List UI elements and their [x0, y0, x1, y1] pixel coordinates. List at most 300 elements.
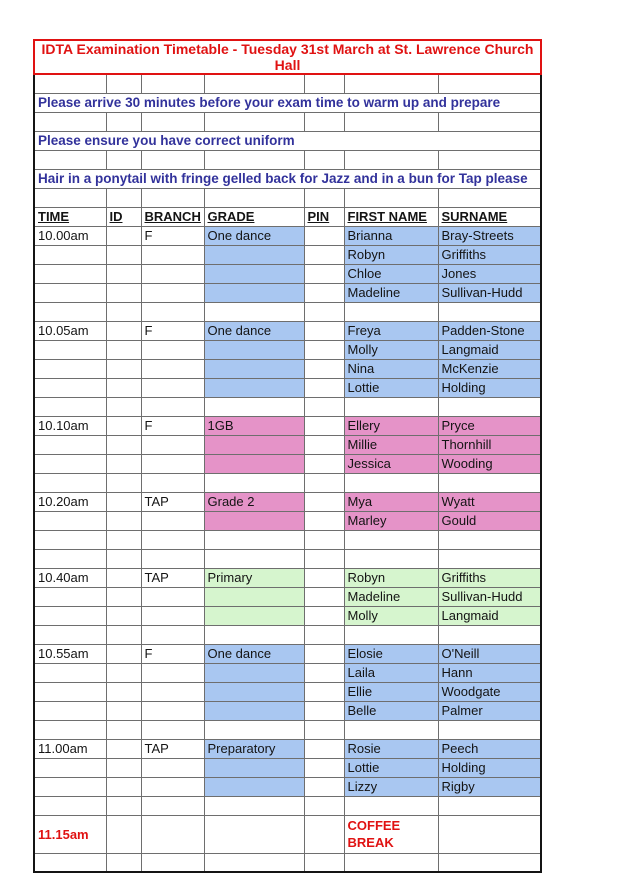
table-row	[34, 701, 541, 720]
id-cell	[106, 454, 141, 473]
empty-cell	[438, 473, 541, 492]
pin-cell	[304, 492, 344, 511]
empty-cell	[141, 796, 204, 815]
table-row	[34, 587, 541, 606]
empty-cell	[141, 150, 204, 169]
empty-cell	[304, 720, 344, 739]
branch-cell: F	[141, 644, 204, 663]
empty-cell	[438, 397, 541, 416]
empty-cell	[344, 397, 438, 416]
notice-text: Please arrive 30 minutes before your exam time to warm up and prepare	[34, 93, 541, 112]
surname-cell: Pryce	[438, 416, 541, 435]
surname-cell: Wyatt	[438, 492, 541, 511]
empty-cell	[34, 796, 106, 815]
empty-cell	[34, 74, 106, 93]
table-row	[34, 606, 541, 625]
table-row	[34, 777, 541, 796]
empty-cell	[344, 549, 438, 568]
table-row	[34, 340, 541, 359]
id-cell	[106, 245, 141, 264]
table-row	[34, 815, 541, 853]
empty-cell	[34, 112, 106, 131]
spacer-row	[34, 473, 541, 492]
empty-cell	[141, 264, 204, 283]
empty-cell	[438, 796, 541, 815]
first-name-cell: Madeline	[344, 587, 438, 606]
empty-cell	[438, 720, 541, 739]
spacer-row	[34, 853, 541, 872]
empty-cell	[141, 188, 204, 207]
spreadsheet	[33, 39, 542, 873]
pin-cell	[304, 245, 344, 264]
first-name-cell: Nina	[344, 359, 438, 378]
id-cell	[106, 606, 141, 625]
empty-cell	[141, 701, 204, 720]
surname-cell: Woodgate	[438, 682, 541, 701]
pin-cell	[304, 758, 344, 777]
table-row	[34, 93, 541, 112]
empty-cell	[344, 530, 438, 549]
empty-cell	[106, 530, 141, 549]
id-cell	[106, 587, 141, 606]
empty-cell	[344, 720, 438, 739]
time-cell: 10.20am	[34, 492, 106, 511]
table-row	[34, 378, 541, 397]
empty-cell	[344, 853, 438, 872]
empty-cell	[34, 150, 106, 169]
grade-cell	[204, 682, 304, 701]
pin-cell	[304, 378, 344, 397]
spacer-row	[34, 720, 541, 739]
time-cell: 10.40am	[34, 568, 106, 587]
empty-cell	[106, 625, 141, 644]
spacer-row	[34, 549, 541, 568]
grade-cell: Grade 2	[204, 492, 304, 511]
grade-cell	[204, 359, 304, 378]
empty-cell	[344, 302, 438, 321]
empty-cell	[141, 682, 204, 701]
first-name-cell: Marley	[344, 511, 438, 530]
id-cell	[106, 226, 141, 245]
pin-cell	[304, 340, 344, 359]
spacer-row	[34, 302, 541, 321]
pin-cell	[304, 644, 344, 663]
first-name-cell: Molly	[344, 340, 438, 359]
empty-cell	[204, 150, 304, 169]
grade-cell	[204, 340, 304, 359]
first-name-cell: Robyn	[344, 245, 438, 264]
grade-cell	[204, 378, 304, 397]
grade-cell	[204, 511, 304, 530]
break-time-cell: 11.15am	[34, 815, 106, 853]
branch-cell	[141, 815, 204, 853]
table-row	[34, 416, 541, 435]
branch-cell: TAP	[141, 739, 204, 758]
empty-cell	[141, 549, 204, 568]
table-row	[34, 283, 541, 302]
table-row	[34, 682, 541, 701]
surname-cell: Thornhill	[438, 435, 541, 454]
grade-cell: 1GB	[204, 416, 304, 435]
grade-cell	[204, 283, 304, 302]
branch-cell: F	[141, 226, 204, 245]
pin-cell	[304, 454, 344, 473]
empty-cell	[141, 112, 204, 131]
id-cell	[106, 739, 141, 758]
branch-cell: TAP	[141, 492, 204, 511]
empty-cell	[204, 302, 304, 321]
empty-cell	[438, 302, 541, 321]
surname-cell: Langmaid	[438, 606, 541, 625]
empty-cell	[344, 150, 438, 169]
empty-cell	[204, 74, 304, 93]
empty-cell	[141, 378, 204, 397]
grade-cell: Preparatory	[204, 739, 304, 758]
spacer-row	[34, 397, 541, 416]
empty-cell	[304, 530, 344, 549]
timetable-sheet	[33, 39, 542, 873]
empty-cell	[204, 188, 304, 207]
empty-cell	[34, 701, 106, 720]
pin-cell	[304, 701, 344, 720]
header-cell: TIME	[34, 207, 106, 226]
empty-cell	[141, 302, 204, 321]
pin-cell	[304, 682, 344, 701]
empty-cell	[34, 435, 106, 454]
surname-cell: Langmaid	[438, 340, 541, 359]
empty-cell	[106, 549, 141, 568]
empty-cell	[438, 530, 541, 549]
time-cell: 11.00am	[34, 739, 106, 758]
empty-cell	[106, 796, 141, 815]
branch-cell: F	[141, 416, 204, 435]
empty-cell	[141, 625, 204, 644]
time-cell: 10.00am	[34, 226, 106, 245]
notice-text: Hair in a ponytail with fringe gelled back for Jazz and in a bun for Tap please	[34, 169, 541, 188]
break-label-cell: COFFEE BREAK	[344, 815, 438, 853]
empty-cell	[141, 435, 204, 454]
table-row	[34, 207, 541, 226]
table-row	[34, 40, 541, 74]
empty-cell	[304, 112, 344, 131]
surname-cell: Bray-Streets	[438, 226, 541, 245]
first-name-cell: Robyn	[344, 568, 438, 587]
table-row	[34, 663, 541, 682]
pin-cell	[304, 359, 344, 378]
id-cell	[106, 663, 141, 682]
first-name-cell: Belle	[344, 701, 438, 720]
empty-cell	[106, 397, 141, 416]
empty-cell	[304, 625, 344, 644]
empty-cell	[438, 150, 541, 169]
grade-cell	[204, 454, 304, 473]
table-row	[34, 739, 541, 758]
empty-cell	[344, 74, 438, 93]
table-row	[34, 226, 541, 245]
grade-cell	[204, 264, 304, 283]
empty-cell	[141, 606, 204, 625]
id-cell	[106, 264, 141, 283]
table-row	[34, 131, 541, 150]
header-cell: BRANCH	[141, 207, 204, 226]
empty-cell	[344, 625, 438, 644]
empty-cell	[304, 549, 344, 568]
empty-cell	[141, 777, 204, 796]
first-name-cell: Lizzy	[344, 777, 438, 796]
empty-cell	[34, 473, 106, 492]
empty-cell	[141, 283, 204, 302]
id-cell	[106, 416, 141, 435]
empty-cell	[141, 530, 204, 549]
header-cell: SURNAME	[438, 207, 541, 226]
first-name-cell: Lottie	[344, 758, 438, 777]
time-cell: 10.55am	[34, 644, 106, 663]
table-row	[34, 435, 541, 454]
empty-cell	[34, 359, 106, 378]
empty-cell	[34, 682, 106, 701]
surname-cell: Padden-Stone	[438, 321, 541, 340]
empty-cell	[438, 74, 541, 93]
sheet-title: IDTA Examination Timetable - Tuesday 31st March at St. Lawrence Church Hall	[34, 40, 541, 74]
table-row	[34, 245, 541, 264]
pin-cell	[304, 283, 344, 302]
table-row	[34, 492, 541, 511]
surname-cell: Gould	[438, 511, 541, 530]
empty-cell	[34, 663, 106, 682]
id-cell	[106, 701, 141, 720]
grade-cell	[204, 245, 304, 264]
first-name-cell: Freya	[344, 321, 438, 340]
pin-cell	[304, 739, 344, 758]
id-cell	[106, 492, 141, 511]
id-cell	[106, 644, 141, 663]
pin-cell	[304, 606, 344, 625]
first-name-cell: Madeline	[344, 283, 438, 302]
id-cell	[106, 815, 141, 853]
surname-cell: McKenzie	[438, 359, 541, 378]
empty-cell	[141, 473, 204, 492]
empty-cell	[34, 758, 106, 777]
empty-cell	[438, 188, 541, 207]
header-cell: GRADE	[204, 207, 304, 226]
first-name-cell: Lottie	[344, 378, 438, 397]
empty-cell	[304, 796, 344, 815]
grade-cell	[204, 435, 304, 454]
empty-cell	[34, 264, 106, 283]
pin-cell	[304, 663, 344, 682]
surname-cell	[438, 815, 541, 853]
empty-cell	[141, 340, 204, 359]
empty-cell	[106, 150, 141, 169]
table-row	[34, 264, 541, 283]
notice-text: Please ensure you have correct uniform	[34, 131, 541, 150]
empty-cell	[34, 549, 106, 568]
grade-cell: One dance	[204, 321, 304, 340]
empty-cell	[204, 549, 304, 568]
empty-cell	[106, 853, 141, 872]
first-name-cell: Millie	[344, 435, 438, 454]
surname-cell: Palmer	[438, 701, 541, 720]
empty-cell	[106, 74, 141, 93]
pin-cell	[304, 815, 344, 853]
spacer-row	[34, 112, 541, 131]
branch-cell: TAP	[141, 568, 204, 587]
empty-cell	[304, 853, 344, 872]
surname-cell: O'Neill	[438, 644, 541, 663]
time-cell: 10.05am	[34, 321, 106, 340]
empty-cell	[304, 74, 344, 93]
spacer-row	[34, 530, 541, 549]
empty-cell	[304, 397, 344, 416]
empty-cell	[141, 454, 204, 473]
surname-cell: Holding	[438, 758, 541, 777]
grade-cell	[204, 758, 304, 777]
empty-cell	[34, 777, 106, 796]
first-name-cell: Brianna	[344, 226, 438, 245]
empty-cell	[204, 625, 304, 644]
empty-cell	[344, 473, 438, 492]
header-cell: PIN	[304, 207, 344, 226]
surname-cell: Peech	[438, 739, 541, 758]
empty-cell	[344, 188, 438, 207]
first-name-cell: Jessica	[344, 454, 438, 473]
surname-cell: Hann	[438, 663, 541, 682]
id-cell	[106, 378, 141, 397]
grade-cell	[204, 777, 304, 796]
empty-cell	[106, 112, 141, 131]
id-cell	[106, 568, 141, 587]
empty-cell	[141, 663, 204, 682]
first-name-cell: Chloe	[344, 264, 438, 283]
grade-cell: Primary	[204, 568, 304, 587]
grade-cell	[204, 701, 304, 720]
empty-cell	[204, 112, 304, 131]
empty-cell	[34, 720, 106, 739]
grade-cell	[204, 663, 304, 682]
empty-cell	[34, 606, 106, 625]
empty-cell	[34, 397, 106, 416]
empty-cell	[344, 112, 438, 131]
id-cell	[106, 758, 141, 777]
table-row	[34, 454, 541, 473]
empty-cell	[204, 853, 304, 872]
empty-cell	[204, 720, 304, 739]
surname-cell: Rigby	[438, 777, 541, 796]
empty-cell	[141, 397, 204, 416]
empty-cell	[438, 112, 541, 131]
empty-cell	[106, 473, 141, 492]
table-row	[34, 359, 541, 378]
pin-cell	[304, 777, 344, 796]
time-cell: 10.10am	[34, 416, 106, 435]
grade-cell	[204, 815, 304, 853]
empty-cell	[141, 511, 204, 530]
empty-cell	[438, 549, 541, 568]
empty-cell	[34, 530, 106, 549]
empty-cell	[34, 245, 106, 264]
pin-cell	[304, 264, 344, 283]
first-name-cell: Mya	[344, 492, 438, 511]
first-name-cell: Ellery	[344, 416, 438, 435]
empty-cell	[204, 796, 304, 815]
id-cell	[106, 283, 141, 302]
empty-cell	[34, 302, 106, 321]
header-cell: FIRST NAME	[344, 207, 438, 226]
first-name-cell: Laila	[344, 663, 438, 682]
first-name-cell: Elosie	[344, 644, 438, 663]
surname-cell: Griffiths	[438, 568, 541, 587]
empty-cell	[438, 853, 541, 872]
spacer-row	[34, 74, 541, 93]
empty-cell	[34, 283, 106, 302]
surname-cell: Wooding	[438, 454, 541, 473]
branch-cell: F	[141, 321, 204, 340]
grade-cell	[204, 587, 304, 606]
empty-cell	[34, 587, 106, 606]
empty-cell	[438, 625, 541, 644]
first-name-cell: Rosie	[344, 739, 438, 758]
pin-cell	[304, 568, 344, 587]
surname-cell: Jones	[438, 264, 541, 283]
id-cell	[106, 682, 141, 701]
empty-cell	[141, 74, 204, 93]
spacer-row	[34, 150, 541, 169]
empty-cell	[344, 796, 438, 815]
empty-cell	[34, 340, 106, 359]
empty-cell	[141, 758, 204, 777]
spacer-row	[34, 796, 541, 815]
empty-cell	[106, 188, 141, 207]
empty-cell	[141, 587, 204, 606]
table-row	[34, 169, 541, 188]
empty-cell	[106, 302, 141, 321]
table-row	[34, 644, 541, 663]
header-cell: ID	[106, 207, 141, 226]
empty-cell	[141, 359, 204, 378]
empty-cell	[141, 245, 204, 264]
empty-cell	[304, 473, 344, 492]
table-row	[34, 758, 541, 777]
table-row	[34, 321, 541, 340]
empty-cell	[304, 302, 344, 321]
first-name-cell: Ellie	[344, 682, 438, 701]
empty-cell	[204, 530, 304, 549]
surname-cell: Sullivan-Hudd	[438, 587, 541, 606]
pin-cell	[304, 226, 344, 245]
empty-cell	[34, 188, 106, 207]
empty-cell	[304, 188, 344, 207]
id-cell	[106, 435, 141, 454]
grade-cell: One dance	[204, 226, 304, 245]
pin-cell	[304, 321, 344, 340]
id-cell	[106, 359, 141, 378]
empty-cell	[34, 378, 106, 397]
first-name-cell: Molly	[344, 606, 438, 625]
empty-cell	[141, 720, 204, 739]
pin-cell	[304, 511, 344, 530]
empty-cell	[141, 853, 204, 872]
grade-cell: One dance	[204, 644, 304, 663]
empty-cell	[34, 454, 106, 473]
surname-cell: Sullivan-Hudd	[438, 283, 541, 302]
id-cell	[106, 340, 141, 359]
empty-cell	[106, 720, 141, 739]
spacer-row	[34, 188, 541, 207]
table-row	[34, 568, 541, 587]
id-cell	[106, 511, 141, 530]
table-row	[34, 511, 541, 530]
surname-cell: Griffiths	[438, 245, 541, 264]
